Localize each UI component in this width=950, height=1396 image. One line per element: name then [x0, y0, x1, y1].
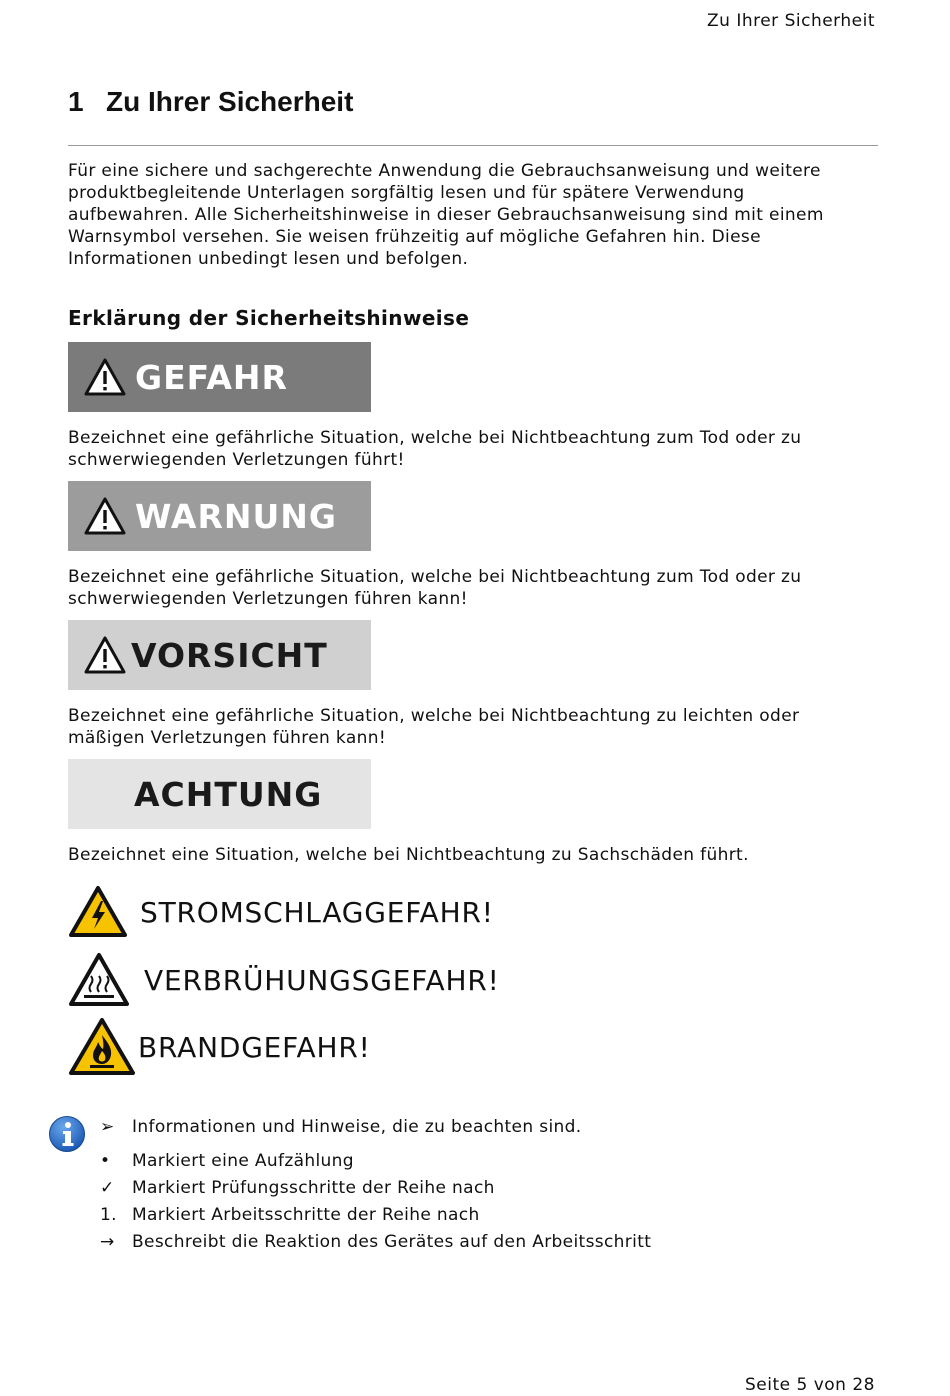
desc-line: Bezeichnet eine gefährliche Situation, welche bei Nichtbeachtung zum Tod oder zu — [68, 428, 802, 448]
signal-label: ACHTUNG — [134, 774, 323, 814]
desc-line: Bezeichnet eine Situation, welche bei Nichtbeachtung zu Sachschäden führt. — [68, 845, 749, 865]
page-number: Seite 5 von 28 — [745, 1375, 875, 1395]
desc-line: Bezeichnet eine gefährliche Situation, welche bei Nichtbeachtung zu leichten oder — [68, 706, 800, 726]
list-item — [100, 1117, 582, 1137]
signal-banner-gefahr — [68, 342, 371, 412]
section-heading — [68, 86, 353, 118]
warning-triangle-icon — [83, 496, 127, 536]
signal-description-gefahr — [68, 427, 868, 471]
hazard-fire — [68, 1017, 371, 1077]
number-marker: 1. — [100, 1205, 117, 1225]
fire-hazard-icon — [68, 1017, 136, 1077]
signal-banner-vorsicht — [68, 620, 371, 690]
list-item — [100, 1205, 480, 1225]
list-item-text: Markiert Prüfungsschritte der Reihe nach — [132, 1178, 495, 1198]
electric-shock-hazard-icon — [68, 885, 128, 939]
desc-line: mäßigen Verletzungen führen kann! — [68, 728, 387, 748]
dot-bullet-icon: • — [100, 1151, 111, 1171]
signal-label: GEFAHR — [135, 357, 288, 397]
arrowhead-bullet-icon: ➢ — [100, 1117, 115, 1137]
intro-line: Informationen unbedingt lesen und befolgen. — [68, 249, 469, 269]
intro-line: aufbewahren. Alle Sicherheitshinweise in dieser Gebrauchsanweisung sind mit einem — [68, 205, 824, 225]
signal-description-achtung — [68, 844, 868, 866]
signal-label: VORSICHT — [131, 635, 328, 675]
desc-line: schwerwiegenden Verletzungen führt! — [68, 450, 405, 470]
intro-line: Warnsymbol versehen. Sie weisen frühzeitig auf mögliche Gefahren hin. Diese — [68, 227, 761, 247]
desc-line: schwerwiegenden Verletzungen führen kann! — [68, 589, 468, 609]
hazard-electric-shock — [68, 885, 494, 939]
section-title: Zu Ihrer Sicherheit — [106, 86, 354, 117]
list-item-text: Beschreibt die Reaktion des Gerätes auf den Arbeitsschritt — [132, 1232, 652, 1252]
list-item-text: Markiert eine Aufzählung — [132, 1151, 354, 1171]
hazard-scalding — [68, 952, 500, 1008]
intro-paragraph — [68, 160, 868, 270]
intro-line: Für eine sichere und sachgerechte Anwendung die Gebrauchsanweisung und weitere — [68, 161, 821, 181]
list-item — [100, 1232, 651, 1252]
heading-divider — [68, 145, 878, 146]
intro-line: produktbegleitende Unterlagen sorgfältig lesen und für spätere Verwendung — [68, 183, 745, 203]
info-icon — [48, 1115, 86, 1153]
hazard-label: STROMSCHLAGGEFAHR! — [140, 895, 494, 929]
hazard-label: BRANDGEFAHR! — [138, 1030, 371, 1064]
list-item-text: Markiert Arbeitsschritte der Reihe nach — [132, 1205, 480, 1225]
hot-surface-hazard-icon — [68, 952, 130, 1008]
right-arrow-icon: → — [100, 1232, 115, 1252]
signal-description-vorsicht — [68, 705, 868, 749]
desc-line: Bezeichnet eine gefährliche Situation, welche bei Nichtbeachtung zum Tod oder zu — [68, 567, 802, 587]
checkmark-bullet-icon: ✓ — [100, 1178, 115, 1198]
section-number: 1 — [68, 86, 84, 117]
list-item — [100, 1178, 495, 1198]
list-item — [100, 1151, 354, 1171]
signal-banner-warnung — [68, 481, 371, 551]
signal-banner-achtung — [68, 759, 371, 829]
hazard-label: VERBRÜHUNGSGEFAHR! — [144, 963, 500, 997]
subheading: Erklärung der Sicherheitshinweise — [68, 306, 470, 330]
list-item-text: Informationen und Hinweise, die zu beachten sind. — [132, 1117, 582, 1137]
warning-triangle-icon — [83, 357, 127, 397]
warning-triangle-icon — [83, 635, 127, 675]
signal-description-warnung — [68, 566, 868, 610]
running-header: Zu Ihrer Sicherheit — [707, 11, 875, 31]
signal-label: WARNUNG — [135, 496, 337, 536]
